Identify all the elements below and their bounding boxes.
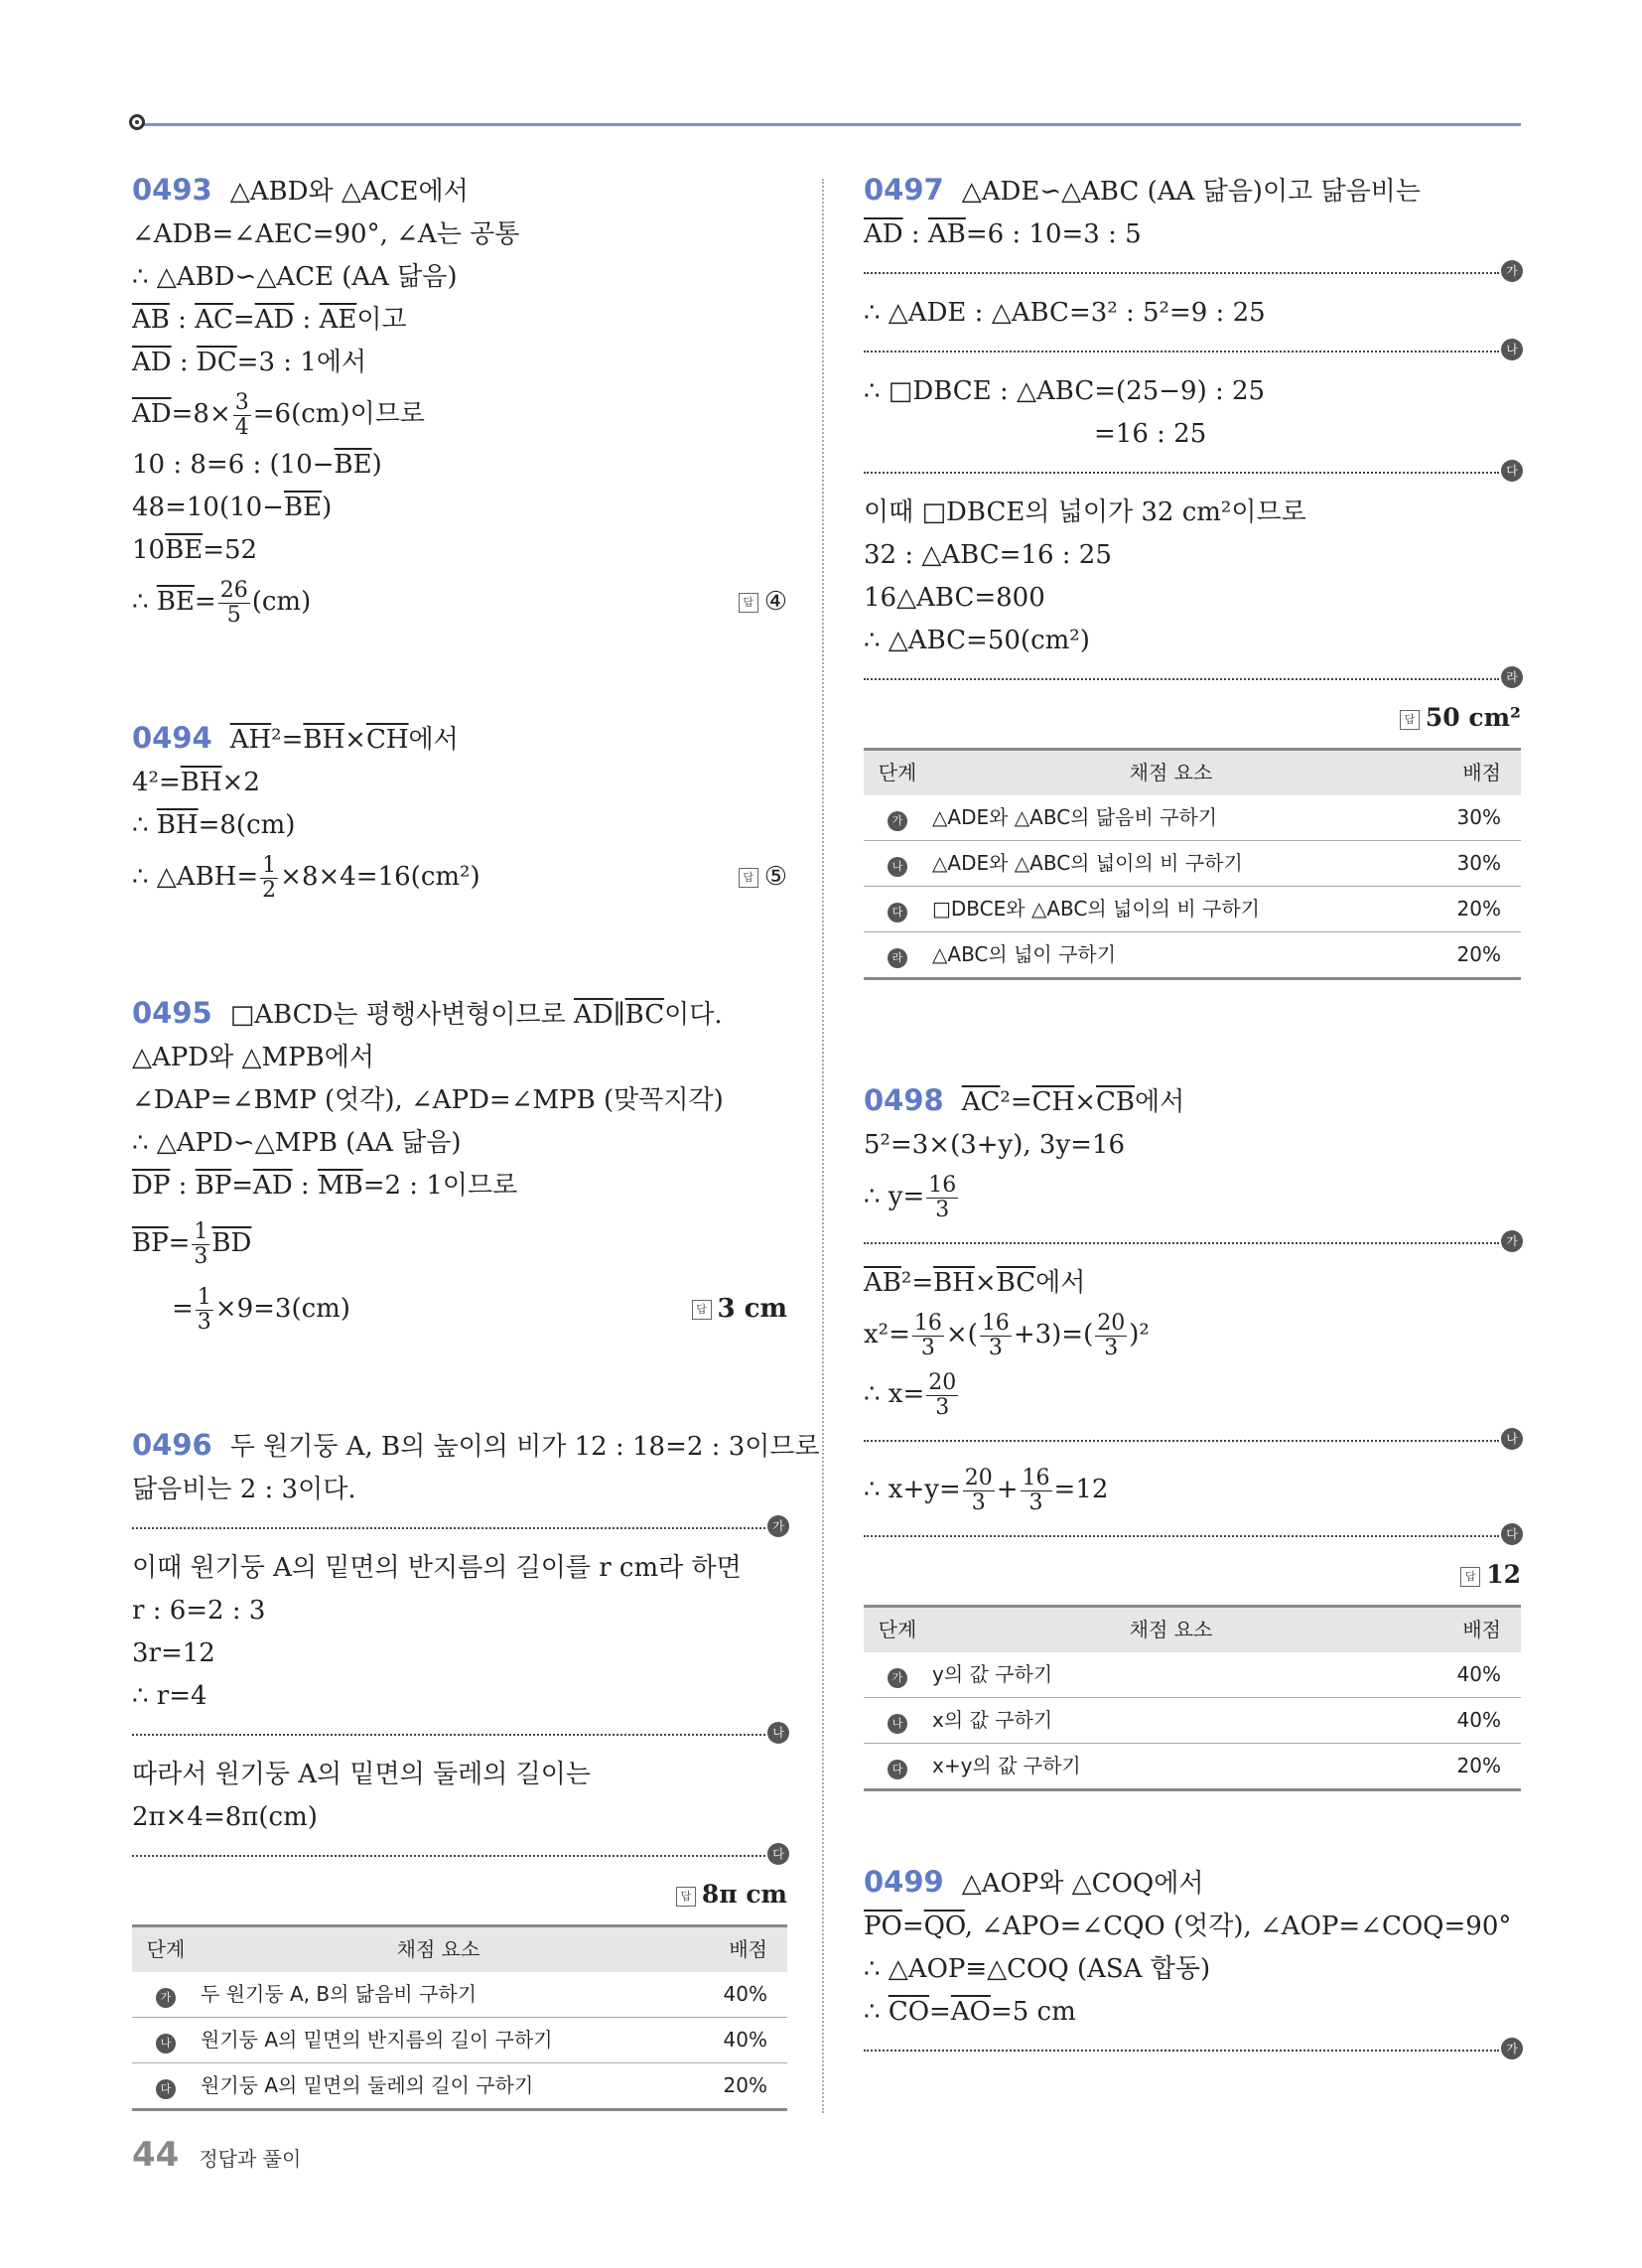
fraction: $\frac{16}{3}$: [928, 1172, 957, 1222]
answer-0493: 답 ④: [739, 572, 787, 632]
step-separator: [864, 1234, 1518, 1248]
table-row: 가 두 원기둥 A, B의 닮음비 구하기 40%: [132, 1972, 787, 2018]
answer-0497: 답 50 cm²: [864, 698, 1521, 738]
step-badge: 다: [1501, 460, 1523, 482]
problem-number: 0494: [132, 721, 212, 755]
scoring-table-0496: 단계 채점 요소 배점 가 두 원기둥 A, B의 닮음비 구하기 40% 나 원기둥 A의 밑면의 반지름의 길이 구하기 40% 다 원기둥 A의 밑면의 둘레의 길이 구하기 20%: [132, 1924, 787, 2111]
fraction: $\frac{1}{2}$: [262, 852, 277, 903]
step-separator: [132, 1726, 784, 1740]
step-separator: [864, 464, 1518, 478]
problem-0496: 0496 두 원기둥 A, B의 높이의 비가 12 : 18=2 : 3이므로 닮음비는 2 : 3이다. 가 이때 원기둥 A의 밑면의 반지름의 길이를 r cm라 하면 r : 6=2 : 3 3r=12 ∴ r=4 나 따라서 원기둥 A의 밑면의 둘레의 길이는 2π×4=8π(cm) 다 답 8π cm 단계 채점 요소 배점 가 두 원기둥 A, B의 닮음비 구하기 40% 나 원기둥 A의 밑면의 반지름의 길이 구하기 40% 다 원기둥 A의 밑면의 둘레의 길이 구하기 20%: [132, 1424, 787, 2111]
answer-0496: 답 8π cm: [132, 1875, 787, 1914]
left-column: [132, 169, 820, 2111]
answer-mark-icon: 답: [739, 593, 758, 613]
answer-0494: 답 ⑤: [739, 847, 787, 907]
step-separator: [864, 1432, 1518, 1446]
table-row: 다 원기둥 A의 밑면의 둘레의 길이 구하기 20%: [132, 2063, 787, 2110]
fraction: $\frac{1}{3}$: [194, 1218, 208, 1269]
header-rule: [139, 123, 1521, 126]
step-separator: [132, 1519, 784, 1533]
answer-mark-icon: 답: [739, 868, 758, 888]
page-number: 44: [132, 2135, 180, 2175]
answer-0495: 답 3 cm: [692, 1279, 787, 1339]
step-badge: 나: [1501, 1428, 1523, 1450]
page-footer: [132, 2135, 301, 2175]
problem-number: 0498: [864, 1083, 944, 1117]
problem-0493: 0493 △ABD와 △ACE에서 ∠ADB=∠AEC=90°, ∠A는 공통 ∴ △ABD∽△ACE (AA 닮음) $\overline{AB}$ : $\overline{AC}=\overline{AD}$ : $\overline{AE}$이고 $\overline{AD}$ : $\overline{DC}=3$ : 1에서 $\overline{AD}=8\times$ $\frac{3}{4}$ =6(cm)이므로 10 : 8=6 : $(10-\overline{BE})$ $48=10(10-\overline{BE})$ $10\overline{BE}=52$ ∴ $\overline{BE}=$ $\frac{26}{5}$ (cm) 답 ④: [132, 169, 787, 632]
table-row: 가 y의 값 구하기 40%: [864, 1652, 1521, 1698]
answer-0498: 답 12: [864, 1555, 1521, 1595]
step-badge: 다: [767, 1843, 789, 1865]
step-separator: [864, 343, 1518, 356]
header-bullet-icon: [129, 114, 145, 130]
step-badge: 다: [1501, 1523, 1523, 1545]
step-separator: [864, 1527, 1518, 1541]
table-row: 나 △ADE와 △ABC의 넓이의 비 구하기 30%: [864, 841, 1521, 887]
problem-0499: 0499 △AOP와 △COQ에서 $\overline{PO}=\overline{QO}$, ∠APO=∠CQO (엇각), ∠AOP=∠COQ=90° ∴ △AOP≡△COQ (ASA 합동) ∴ $\overline{CO}=\overline{AO}=5$ cm 가: [864, 1861, 1521, 2052]
problem-0497: 0497 △ADE∽△ABC (AA 닮음)이고 닮음비는 $\overline{AD}$ : $\overline{AB}=6$ : 10=3 : 5 가 ∴ △ADE : △ABC=3² : 5²=9 : 25 나 ∴ □DBCE : △ABC=(25−9) : 25 =16 : 25 다 이때 □DBCE의 넓이가 32 cm²이므로 32 : △ABC=16 : 25 16△ABC=800 ∴ △ABC=50(cm²) 라 답 50 cm² 단계 채점 요소 배점 가 △ADE와 △ABC의 닮음비 구하기 30% 나 △ADE와 △ABC의 넓이의 비 구하기 30% 다 □DBCE와 △ABC의 넓이의 비 구하기 20% 라 △ABC의 넓이 구하기 20%: [864, 169, 1521, 980]
problem-0498: 0498 $\overline{AC}^2=\overline{CH}\times\overline{CB}$에서 5²=3×(3+y), 3y=16 ∴ y= $\frac{16}{3}$ 가 $\overline{AB}^2=\overline{BH}\times\overline{BC}$에서 x²= $\frac{16}{3}$ ×( $\frac{16}{3}$ +3)=( $\frac{20}{3}$ )² ∴ x= $\frac{20}{3}$ 나 ∴ x+y= $\frac{20}{3}$ + $\frac{16}{3}$ =12 다 답 12 단계 채점 요소 배점 가 y의 값 구하기 40% 나 x의 값 구하기 40% 다 x+y의 값 구하기 20%: [864, 1079, 1521, 1791]
step-badge: 나: [1501, 339, 1523, 360]
step-badge: 가: [1501, 260, 1523, 282]
right-column: [864, 169, 1521, 2069]
table-row: 라 △ABC의 넓이 구하기 20%: [864, 932, 1521, 979]
step-separator: [864, 670, 1518, 684]
problem-number: 0495: [132, 996, 212, 1030]
problem-number: 0493: [132, 173, 212, 207]
fraction: $\frac{26}{5}$: [219, 577, 248, 628]
fraction: $\frac{1}{3}$: [197, 1284, 211, 1335]
answer-mark-icon: 답: [676, 1887, 696, 1907]
table-row: 다 x+y의 값 구하기 20%: [864, 1744, 1521, 1790]
problem-number: 0496: [132, 1428, 212, 1462]
table-row: 나 원기둥 A의 밑면의 반지름의 길이 구하기 40%: [132, 2018, 787, 2063]
problem-0495: 0495 □ABCD는 평행사변형이므로 $\overline{AD}\parallel\overline{BC}$이다. △APD와 △MPB에서 ∠DAP=∠BMP (엇각), ∠APD=∠MPB (맞꼭지각) ∴ △APD∽△MPB (AA 닮음) $\overline{DP}$ : $\overline{BP}=\overline{AD}$ : $\overline{MB}=2$ : 1이므로 $\overline{BP}=$ $\frac{1}{3}$ $\overline{BD}$ = $\frac{1}{3}$ ×9=3(cm) 답 3 cm: [132, 992, 787, 1339]
answer-mark-icon: 답: [1400, 710, 1420, 730]
column-divider: [822, 179, 824, 2113]
problem-0494: 0494 $\overline{AH}^2=\overline{BH}\times\overline{CH}$에서 $4^2=\overline{BH}\times 2$ ∴ $\overline{BH}=8(cm)$ ∴ △ABH= $\frac{1}{2}$ ×8×4=16(cm²) 답 ⑤: [132, 717, 787, 907]
answer-mark-icon: 답: [1460, 1567, 1480, 1587]
fraction: $\frac{3}{4}$: [234, 389, 249, 440]
step-separator: [864, 2042, 1518, 2055]
section-label: 정답과 풀이: [199, 2147, 302, 2171]
table-row: 다 □DBCE와 △ABC의 넓이의 비 구하기 20%: [864, 887, 1521, 932]
table-row: 나 x의 값 구하기 40%: [864, 1698, 1521, 1744]
problem-number: 0499: [864, 1865, 944, 1899]
step-separator: [132, 1847, 784, 1861]
step-badge: 라: [1501, 666, 1523, 688]
step-badge: 가: [1501, 1230, 1523, 1252]
table-row: 가 △ADE와 △ABC의 닮음비 구하기 30%: [864, 795, 1521, 841]
step-separator: [864, 264, 1518, 278]
step-badge: 가: [767, 1515, 789, 1537]
answer-mark-icon: 답: [692, 1300, 712, 1320]
scoring-table-0498: 단계 채점 요소 배점 가 y의 값 구하기 40% 나 x의 값 구하기 40% 다 x+y의 값 구하기 20%: [864, 1605, 1521, 1791]
problem-number: 0497: [864, 173, 944, 207]
scoring-table-0497: 단계 채점 요소 배점 가 △ADE와 △ABC의 닮음비 구하기 30% 나 △ADE와 △ABC의 넓이의 비 구하기 30% 다 □DBCE와 △ABC의 넓이의 비 구하기 20% 라 △ABC의 넓이 구하기 20%: [864, 748, 1521, 980]
step-badge: 나: [767, 1722, 789, 1744]
step-badge: 가: [1501, 2038, 1523, 2059]
